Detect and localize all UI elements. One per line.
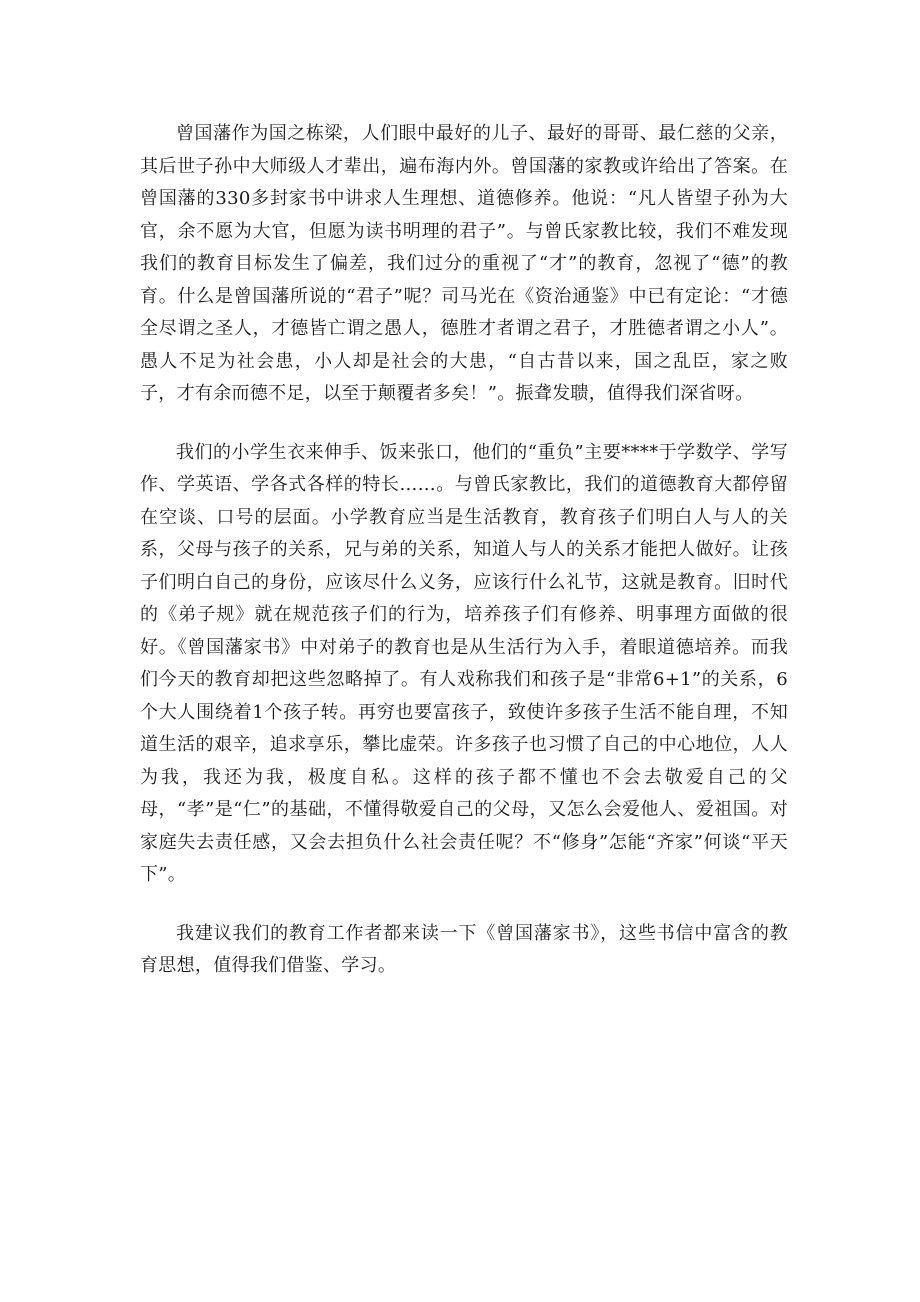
document-body [140, 118, 788, 1009]
paragraph-3: 我建议我们的教育工作者都来读一下《曾国藩家书》，这些书信中富含的教育思想，值得我们借鉴、学习。 [140, 922, 788, 976]
paragraph-2: 我们的小学生衣来伸手、饭来张口，他们的“重负”主要****于学数学、学写作、学英语、学各式各样的特长……。与曾氏家教比，我们的道德教育大都停留在空谈、口号的层面。小学教育应当是生活教育，教育孩子们明白人与人的关系，父母与孩子的关系，兄与弟的关系，知道人与人的关系才能把人做好。让孩子们明白自己的身份，应该尽什么义务，应该行什么礼节，这就是教育。旧时代的《弟子规》就在规范孩子们的行为，培养孩子们有修养、明事理方面做的很好。《曾国藩家书》中对弟子的教育也是从生活行为入手，着眼道德培养。而我们今天的教育却把这些忽略掉了。有人戏称我们和孩子是“非常6+1”的关系，6个大人围绕着1个孩子转。再穷也要富孩子，致使许多孩子生活不能自理，不知道生活的艰辛，追求享乐，攀比虚荣。许多孩子也习惯了自己的中心地位，人人为我，我还为我，极度自私。这样的孩子都不懂也不会去敬爱自己的父母，“孝”是“仁”的基础，不懂得敬爱自己的父母，又怎么会爱他人、爱祖国。对家庭失去责任感，又会去担负什么社会责任呢？不“修身”怎能“齐家”何谈“平天下”。 [140, 441, 788, 885]
paragraph-1: 曾国藩作为国之栋梁，人们眼中最好的儿子、最好的哥哥、最仁慈的父亲，其后世子孙中大师级人才辈出，遍布海内外。曾国藩的家教或许给出了答案。在曾国藩的330多封家书中讲求人生理想、道德修养。他说：“凡人皆望子孙为大官，余不愿为大官，但愿为读书明理的君子”。与曾氏家教比较，我们不难发现我们的教育目标发生了偏差，我们过分的重视了“才”的教育，忽视了“德”的教育。什么是曾国藩所说的“君子”呢？司马光在《资治通鉴》中已有定论：“才德全尽谓之圣人，才德皆亡谓之愚人，德胜才者谓之君子，才胜德者谓之小人”。愚人不足为社会患，小人却是社会的大患，“自古昔以来，国之乱臣，家之败子，才有余而德不足，以至于颠覆者多矣！”。振聋发聩，值得我们深省呀。 [140, 123, 788, 404]
